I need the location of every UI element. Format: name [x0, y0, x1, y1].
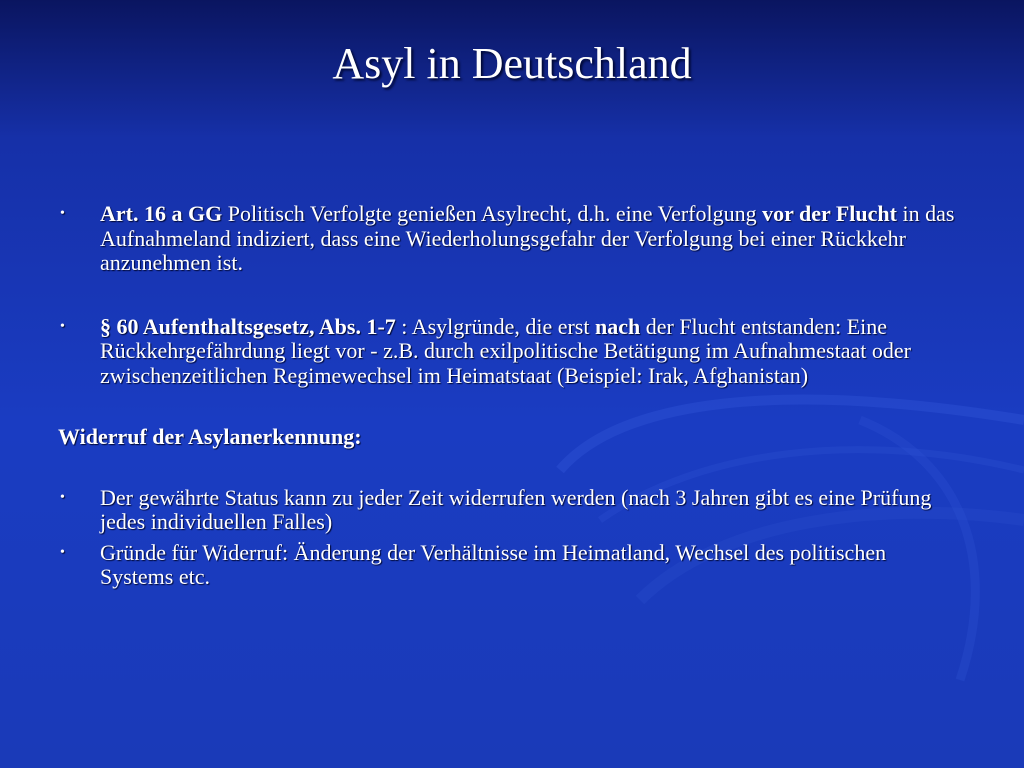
- bullet3-text: Der gewährte Status kann zu jeder Zeit widerrufen werden (nach 3 Jahren gibt es eine Prüfung jedes individuellen Falles): [100, 484, 932, 534]
- bullet2-bold-lead: § 60 Aufenthaltsgesetz, Abs. 1-7: [100, 313, 396, 339]
- bullet1-bold-emphasis: vor der Flucht: [762, 201, 897, 226]
- bullet-dot-icon: •: [60, 206, 65, 221]
- slide-title: Asyl in Deutschland: [332, 39, 692, 88]
- bullet-dot-icon: •: [60, 489, 65, 505]
- bullet2-bold-emphasis: nach: [594, 313, 641, 339]
- bullet2-text-a: : Asylgründe, die erst: [395, 313, 595, 339]
- bullet4-text: Gründe für Widerruf: Änderung der Verhältnisse im Heimatland, Wechsel des politischen Systems etc.: [100, 539, 887, 589]
- bullet-dot-icon: •: [60, 318, 65, 334]
- section-heading-widerruf: Widerruf der Asylanerkennung:: [58, 424, 362, 449]
- bullet-paragraph-60: [58, 315, 958, 389]
- bullet1-text-a: Politisch Verfolgte genießen Asylrecht, d.h. eine Verfolgung: [222, 201, 763, 226]
- bullet1-bold-lead: Art. 16 a GG: [100, 201, 223, 226]
- slide-body: [58, 202, 958, 590]
- bullet-art-16a: [58, 202, 958, 276]
- bullet-status-widerruf: [58, 486, 958, 535]
- bullet-gruende-widerruf: [58, 541, 958, 590]
- bullet2-text-b: der Flucht entstanden: Eine Rückkehrgefährdung liegt vor - z.B. durch exilpolitische Betätigung im Aufnahmestaat oder zwischenzeitlichen Regimewechsel im Heimatstaat (Beispiel: Irak, Afghanistan): [100, 313, 911, 388]
- bullet1-text-b: in das Aufnahmeland indiziert, dass eine Wiederholungsgefahr der Verfolgung bei einer Rückkehr anzunehmen ist.: [100, 201, 955, 275]
- bullet-dot-icon: •: [60, 544, 65, 560]
